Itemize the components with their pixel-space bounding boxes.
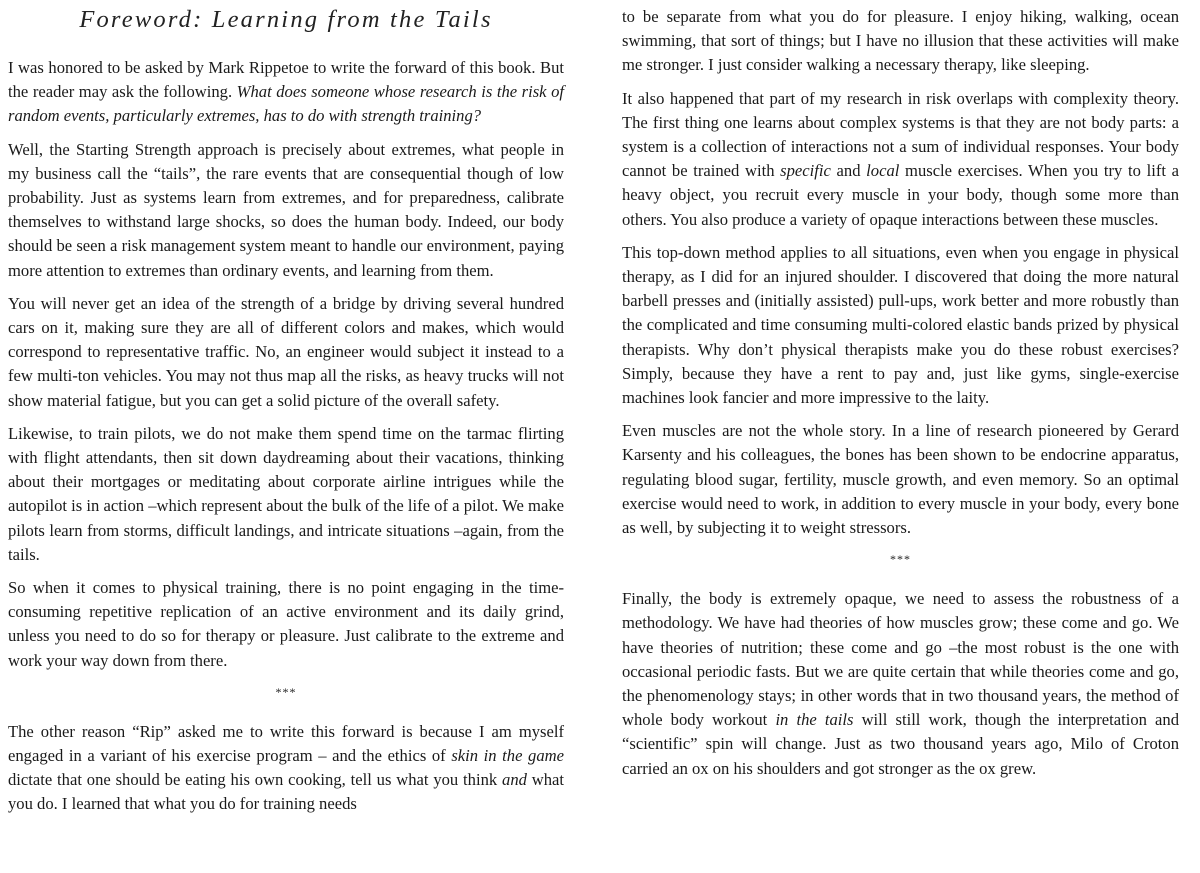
paragraph-top-down: This top-down method applies to all situations, even when you engage in physical therapy, as I did for an injured shoulder. I discovered that doing the more natural barbell presses and (initially assisted) pull-ups, work better and more robustly than the complicated and time consuming multi-colored elastic bands prized by physical therapists. Why don’t physical therapists make you do these robust exercises? Simply, because they have a rent to pay and, just like gyms, single-exercise machines look fancier and more impressive to the laity. [622, 242, 1179, 408]
paragraph-finally [622, 587, 1179, 781]
paragraph-text: muscle exercises. When you try to lift a heavy object, you recruit every muscle in your body, though some more than others. You also produce a variety of opaque interactions between these muscles. [622, 161, 1179, 229]
paragraph-other-reason [8, 720, 564, 817]
paragraph-text: dictate that one should be eating his own cooking, tell us what you think [8, 770, 503, 790]
paragraph-muscles: Even muscles are not the whole story. In a line of research pioneered by Gerard Karsenty and his colleagues, the bones has been shown to be endocrine apparatus, regulating blood sugar, fertility, muscle growth, and even memory. So an optimal exercise would need to work, in addition to every muscle in your body, every bone as well, by subjecting it to weight stressors. [622, 421, 1179, 538]
italic-question: What does someone whose research is the risk of random events, particularly extremes, has to do with strength training? [8, 82, 564, 126]
paragraph-text: I was honored to be asked by Mark Rippetoe to write the forward of this book. But the reader may ask the following. [8, 58, 564, 102]
paragraph-text: Finally, the body is extremely opaque, we need to assess the robustness of a methodology. We have had theories of how muscles grow; these come and go. We have theories of nutrition; these come and go –the most robust is the one with occasional periodic fasts. But we are quite certain that while theories come and go, the phenomenology stays; in other words that in two thousand years, the method of whole body workout [622, 589, 1179, 730]
right-page [622, 0, 1179, 790]
section-separator: *** [890, 552, 911, 567]
paragraph-honored [8, 56, 564, 129]
foreword-title: Foreword: Learning from the Tails [79, 6, 493, 33]
paragraph-text: what you do. I learned that what you do for training needs [8, 770, 564, 814]
section-separator: *** [275, 684, 297, 699]
paragraph-text: will still work, though the interpretation and “scientific” spin will change. Just as two thousand years ago, Milo of Croton carried an ox on his shoulders and got stronger as the ox grew. [622, 710, 1180, 778]
italic-local: local [866, 161, 900, 181]
paragraph-text: and [830, 161, 867, 181]
italic-skin-in-the-game: skin in the game [451, 746, 564, 766]
paragraph-bridge: You will never get an idea of the strength of a bridge by driving several hundred cars on it, making sure they are all of different colors and makes, which would correspond to representative traffic. No, an engineer would subject it instead to a few multi-ton vehicles. You may not thus map all the risks, as heavy trucks will not show material fatigue, but you can get a solid picture of the overall safety. [8, 293, 564, 410]
paragraph-physical-training: So when it comes to physical training, there is no point engaging in the time-consuming repetitive replication of an active environment and its daily grind, unless you need to do so for therapy or pleasure. Just calibrate to the extreme and work your way down from there. [8, 578, 564, 670]
paragraph-pleasure: to be separate from what you do for pleasure. I enjoy hiking, walking, ocean swimming, that sort of things; but I have no illusion that these activities will make me stronger. I just consider walking a necessary therapy, like sleeping. [622, 7, 1179, 75]
paragraph-text: The other reason “Rip” asked me to write this forward is because I am myself engaged in a variant of his exercise program – and the ethics of [8, 721, 564, 766]
paragraph-pilots: Likewise, to train pilots, we do not make them spend time on the tarmac flirting with flight attendants, then sit down daydreaming about their vacations, thinking about their mortgages or meditating about corporate airline intrigues while the autopilot is in action –which represent about the bulk of the life of a pilot. We make pilots learn from storms, difficult landings, and intricate situations –again, from the tails. [8, 423, 564, 564]
paragraph-text: It also happened that part of my research in risk overlaps with complexity theory. The first thing one learns about complex systems is that they are not body parts: a system is a collection of interactions not a sum of individual responses. Your body cannot be trained with [622, 88, 1179, 181]
paragraph-complexity [622, 87, 1179, 232]
paragraph-extremes: Well, the Starting Strength approach is precisely about extremes, what people in my business call the “tails”, the rare events that are consequential though of low probability. Just as systems learn from extremes, and for preparedness, calibrate themselves to withstand large shocks, so does the human body. Indeed, our body should be seen a risk management system meant to handle our environment, paying more attention to extremes than ordinary events, and learning from them. [8, 139, 564, 280]
italic-in-the-tails: in the tails [775, 710, 854, 730]
italic-and: and [502, 770, 527, 790]
left-page [8, 0, 564, 826]
italic-specific: specific [780, 161, 831, 181]
